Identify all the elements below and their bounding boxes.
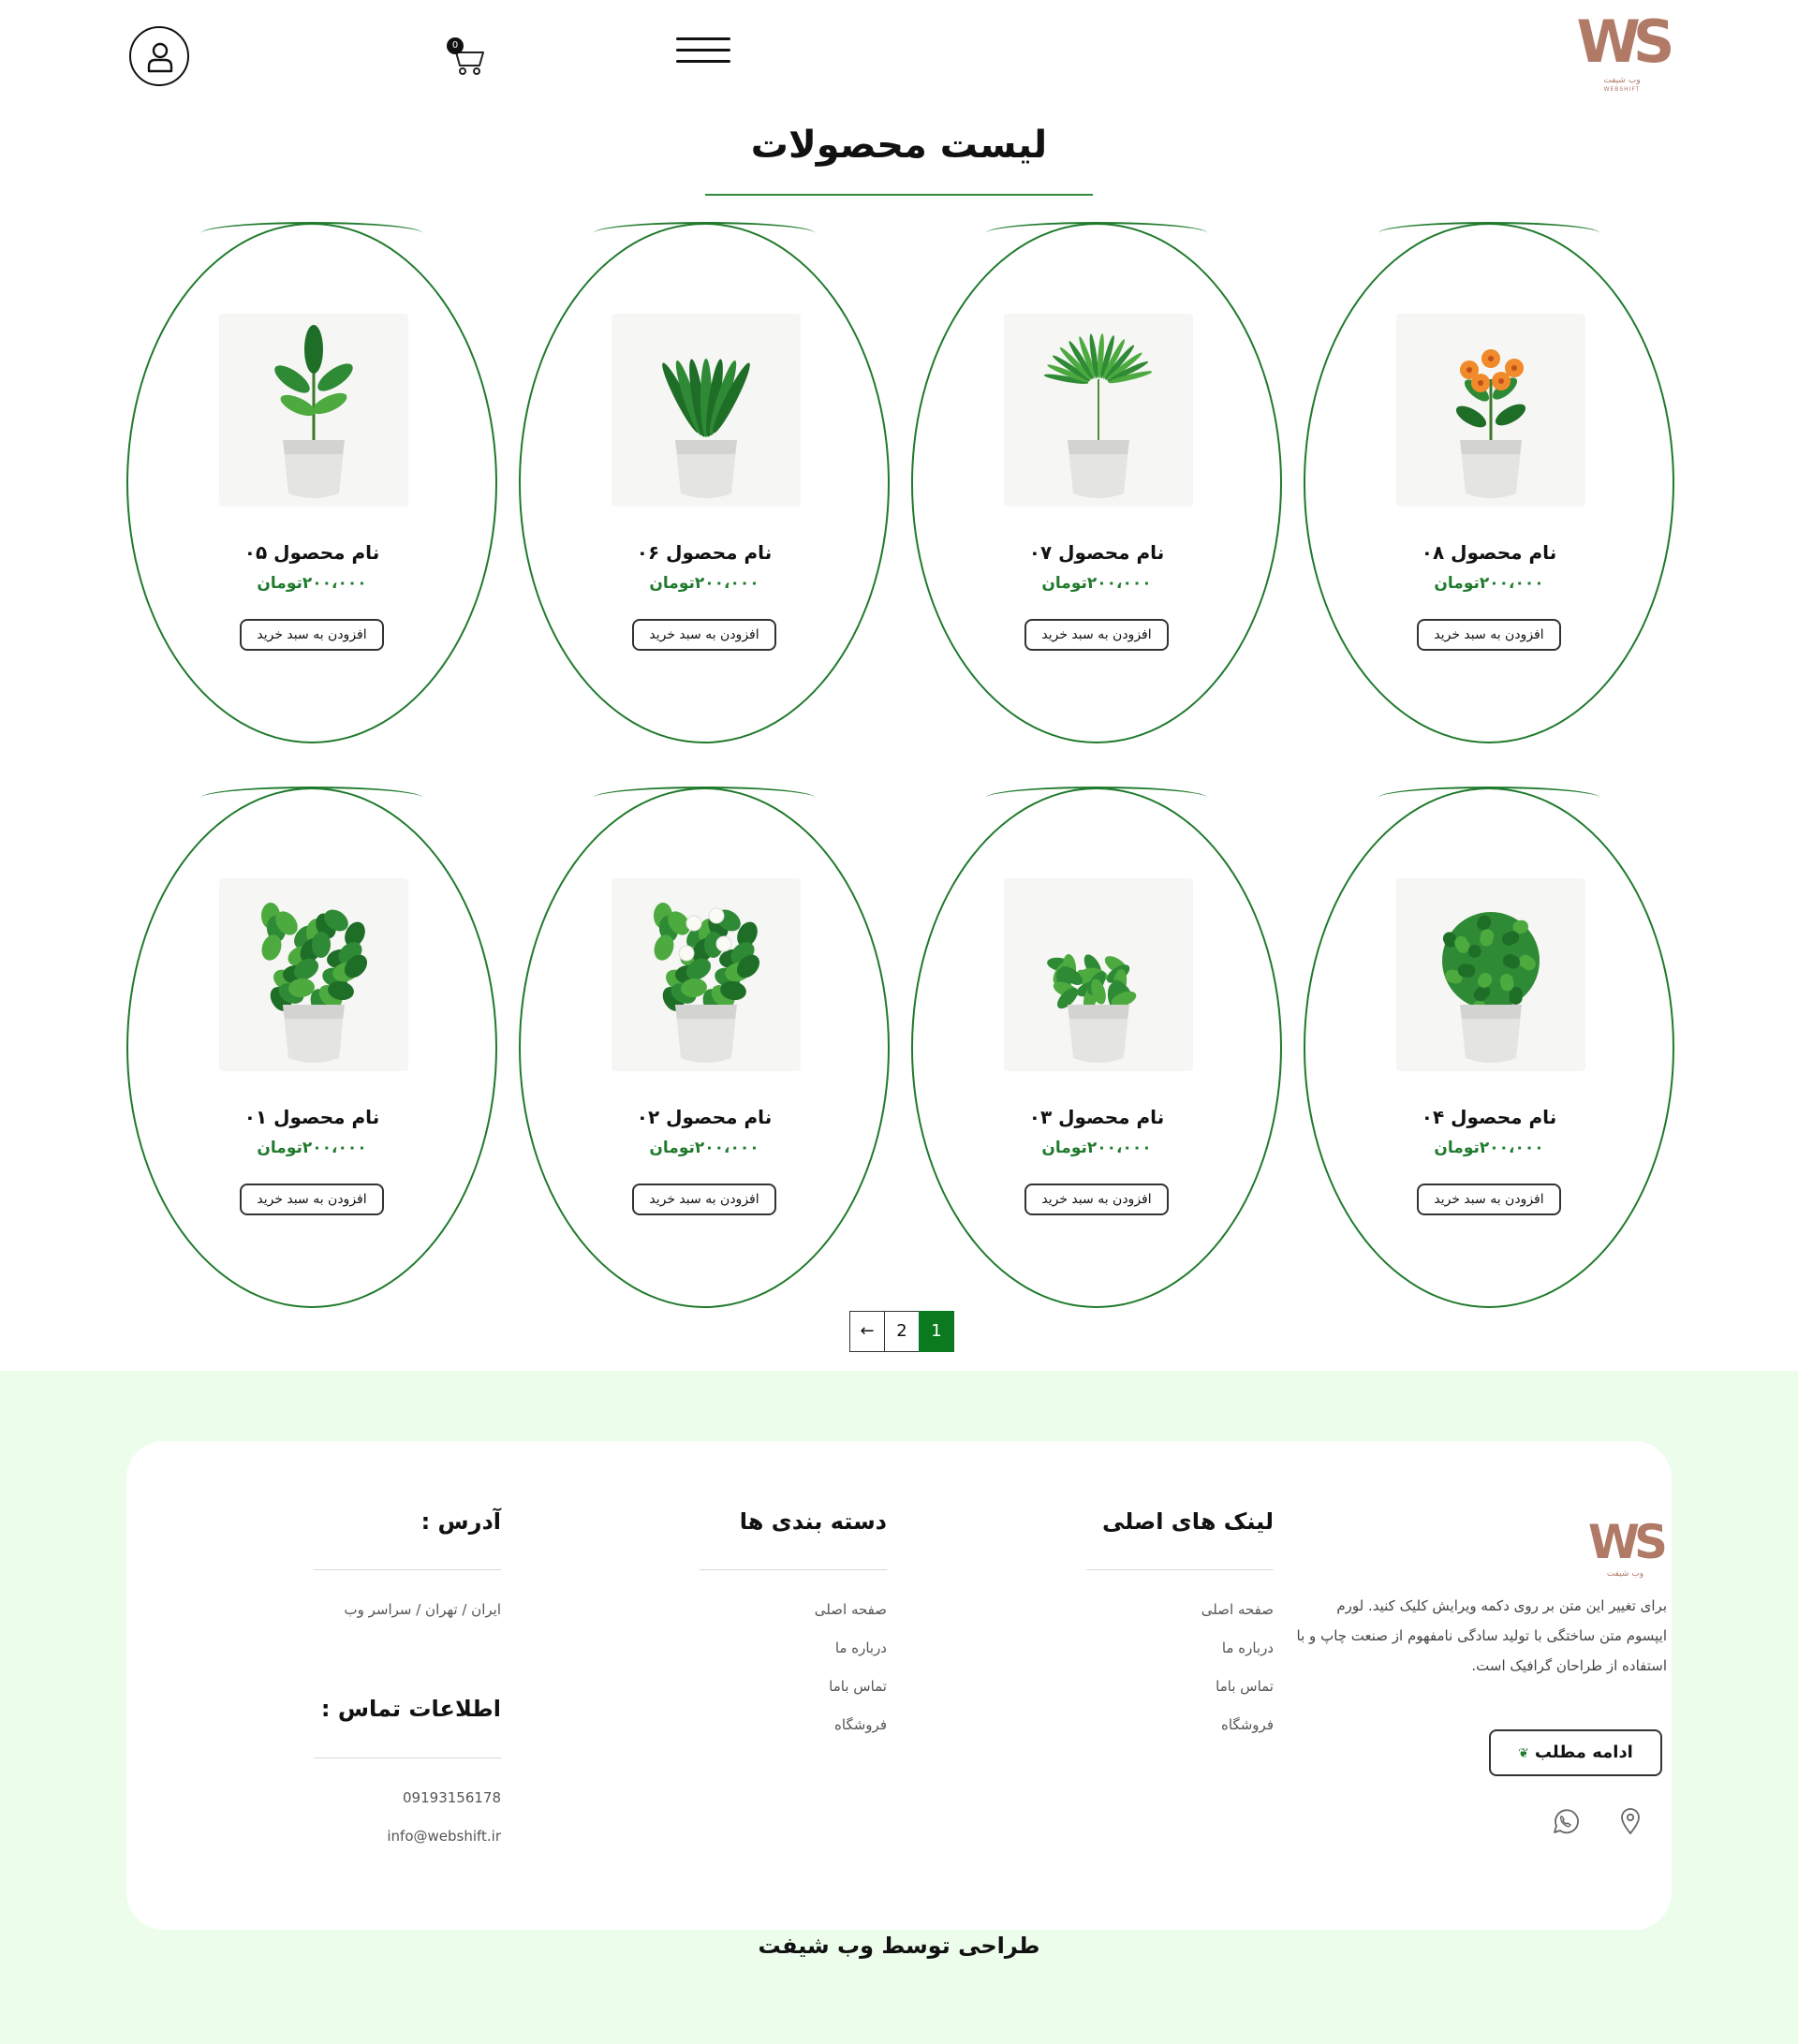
product-image[interactable]	[1004, 314, 1193, 507]
product-image[interactable]	[1396, 878, 1585, 1071]
logo-subtitle-en: WEBSHIFT	[1603, 86, 1641, 93]
product-price: ۲۰۰،۰۰۰تومان	[649, 1139, 759, 1157]
user-account-button[interactable]	[129, 26, 189, 86]
product-image[interactable]	[219, 878, 408, 1071]
user-icon	[146, 41, 174, 73]
product-price: ۲۰۰،۰۰۰تومان	[257, 574, 367, 593]
footer-description: برای تغییر این متن بر روی دکمه ویرایش کلیک کنید. لورم ایپسوم متن ساختگی با تولید سادگی نامفهوم از صنعت چاپ و با استفاده از طراحان گرافیک است.	[1296, 1597, 1667, 1674]
hamburger-icon[interactable]	[676, 36, 730, 67]
contact-phone[interactable]: 09193156178	[403, 1789, 501, 1806]
main-links-divider	[1086, 1569, 1274, 1570]
product-image[interactable]	[1004, 878, 1193, 1071]
location-icon[interactable]	[1615, 1806, 1645, 1836]
site-header	[0, 0, 1798, 112]
address-value: ایران / تهران / سراسر وب	[344, 1601, 501, 1618]
categories-divider	[700, 1569, 887, 1570]
pagination-page-2[interactable]: 2	[884, 1311, 920, 1352]
product-price: ۲۰۰،۰۰۰تومان	[649, 574, 759, 593]
product-card[interactable]	[911, 787, 1282, 1308]
category-link-shop[interactable]: فروشگاه	[834, 1716, 887, 1733]
main-links-title: لینک های اصلی	[1101, 1508, 1274, 1535]
add-to-cart-button[interactable]: افزودن به سبد خرید	[1024, 1184, 1169, 1215]
add-to-cart-button[interactable]: افزودن به سبد خرید	[632, 619, 776, 651]
product-price: ۲۰۰،۰۰۰تومان	[1434, 574, 1544, 593]
add-to-cart-button[interactable]: افزودن به سبد خرید	[632, 1184, 776, 1215]
pagination-prev[interactable]: ←	[849, 1311, 885, 1352]
product-name[interactable]: نام محصول ۰۳	[1028, 1106, 1165, 1128]
read-more-button[interactable]	[1489, 1729, 1662, 1776]
product-image[interactable]	[612, 314, 801, 507]
cart-button[interactable]	[442, 34, 489, 81]
category-link-about[interactable]: درباره ما	[834, 1640, 887, 1656]
contact-email[interactable]: info@webshift.ir	[387, 1828, 501, 1845]
product-name[interactable]: نام محصول ۰۵	[243, 541, 380, 564]
product-name[interactable]: نام محصول ۰۸	[1421, 541, 1557, 564]
product-card[interactable]	[519, 223, 890, 743]
product-card[interactable]	[126, 223, 497, 743]
product-name[interactable]: نام محصول ۰۲	[636, 1106, 773, 1128]
product-image[interactable]	[1396, 314, 1585, 507]
pagination	[850, 1311, 954, 1352]
main-link-shop[interactable]: فروشگاه	[1221, 1716, 1274, 1733]
site-logo[interactable]	[1575, 9, 1669, 94]
product-price: ۲۰۰،۰۰۰تومان	[1434, 1139, 1544, 1157]
category-link-contact[interactable]: تماس باما	[829, 1678, 887, 1695]
main-link-contact[interactable]: تماس باما	[1216, 1678, 1274, 1695]
page-title: لیست محصولات	[750, 124, 1048, 167]
product-image[interactable]	[612, 878, 801, 1071]
add-to-cart-button[interactable]: افزودن به سبد خرید	[240, 619, 384, 651]
address-title: آدرس :	[420, 1508, 501, 1535]
logo-subtitle: وب شیفت	[1603, 76, 1641, 85]
product-name[interactable]: نام محصول ۰۷	[1028, 541, 1165, 564]
product-name[interactable]: نام محصول ۰۱	[243, 1106, 380, 1128]
category-link-home[interactable]: صفحه اصلی	[814, 1601, 887, 1618]
whatsapp-icon[interactable]	[1550, 1806, 1580, 1836]
categories-title: دسته بندی ها	[739, 1508, 887, 1535]
product-card[interactable]	[519, 787, 890, 1308]
add-to-cart-button[interactable]: افزودن به سبد خرید	[1417, 619, 1561, 651]
product-price: ۲۰۰،۰۰۰تومان	[1041, 1139, 1152, 1157]
product-price: ۲۰۰،۰۰۰تومان	[257, 1139, 367, 1157]
contact-title: اطلاعات تماس :	[320, 1696, 501, 1722]
add-to-cart-button[interactable]: افزودن به سبد خرید	[1417, 1184, 1561, 1215]
product-card[interactable]	[1304, 223, 1674, 743]
product-image[interactable]	[219, 314, 408, 507]
cart-count-badge: 0	[447, 37, 464, 54]
pagination-page-1[interactable]: 1	[919, 1311, 954, 1352]
add-to-cart-button[interactable]: افزودن به سبد خرید	[240, 1184, 384, 1215]
add-to-cart-button[interactable]: افزودن به سبد خرید	[1024, 619, 1169, 651]
main-link-about[interactable]: درباره ما	[1221, 1640, 1274, 1656]
footer-logo-subtitle: وب شیفت	[1606, 1569, 1644, 1579]
product-name[interactable]: نام محصول ۰۶	[636, 541, 773, 564]
address-divider	[314, 1569, 501, 1570]
product-card[interactable]	[1304, 787, 1674, 1308]
leaf-icon: ❦	[1518, 1746, 1529, 1761]
logo-mark: WS	[1576, 7, 1668, 76]
product-card[interactable]	[126, 787, 497, 1308]
site-footer	[0, 1371, 1798, 2044]
read-more-label: ادامه مطلب	[1534, 1743, 1633, 1762]
product-card[interactable]	[911, 223, 1282, 743]
footer-logo-mark: WS	[1587, 1515, 1663, 1569]
title-underline	[705, 194, 1093, 196]
product-name[interactable]: نام محصول ۰۴	[1421, 1106, 1557, 1128]
product-price: ۲۰۰،۰۰۰تومان	[1041, 574, 1152, 593]
main-link-home[interactable]: صفحه اصلی	[1201, 1601, 1274, 1618]
contact-divider	[314, 1757, 501, 1758]
footer-card	[126, 1441, 1672, 1930]
footer-credit: طراحی توسط وب شیفت	[758, 1933, 1040, 1959]
footer-logo[interactable]	[1585, 1516, 1665, 1581]
